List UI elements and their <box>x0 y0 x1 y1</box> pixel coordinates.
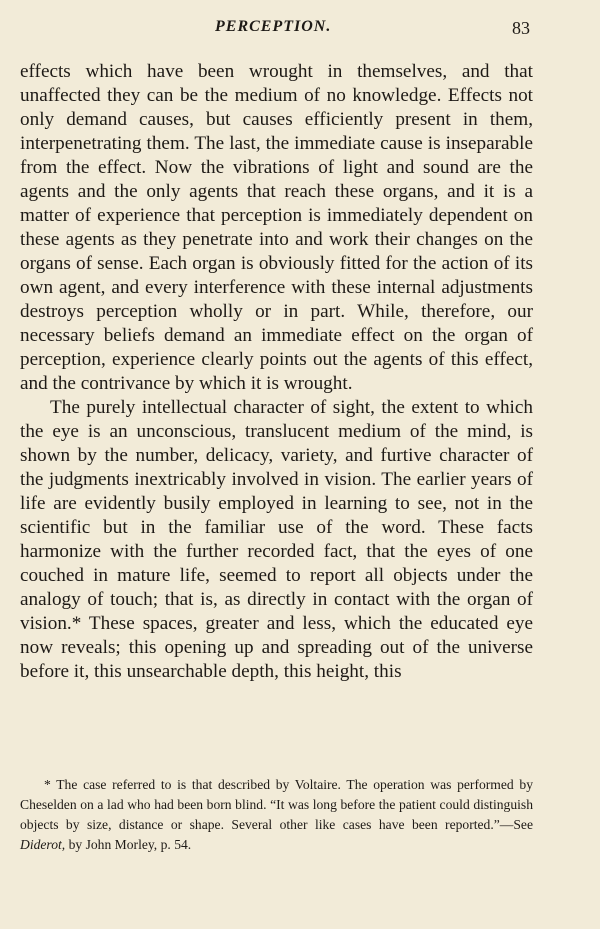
paragraph-continued: effects which have been wrought in themselves, and that unaffected they can be the medium of no knowledge. Effects not only demand causes, but causes efficiently present in them, interpenetrating them. The last, the immediate cause is inseparable from the effect. Now the vibrations of light and sound are the agents and the only agents that reach these organs, and it is a matter of experience that perception is immediately dependent on these agents as they penetrate into and work their changes on the organs of sense. Each organ is obviously fitted for the action of its own agent, and every interference with these internal adjustments destroys perception wholly or in part. While, therefore, our necessary beliefs demand an immediate effect on the organ of perception, experience clearly points out the agents of this effect, and the contrivance by which it is wrought. <box>20 61 533 394</box>
running-title: PERCEPTION. <box>215 18 332 35</box>
body-text <box>20 60 533 684</box>
paragraph-sight: The purely intellectual character of sight, the extent to which the eye is an unconscious, translucent medium of the mind, is shown by the number, delicacy, variety, and furtive character of the judgments inextricably involved in vision. The earlier years of life are evidently busily employed in learning to see, not in the scientific but in the familiar use of the word. These facts harmonize with the further recorded fact, that the eyes of one couched in mature life, seemed to report all objects under the analogy of touch; that is, as directly in contact with the organ of vision.* These spaces, greater and less, which the educated eye now reveals; this opening up and spreading out of the universe before it, this unsearchable depth, this height, this <box>20 397 533 682</box>
footnote-citation-rest: by John Morley, p. 54. <box>68 837 192 852</box>
footnote-citation-title: Diderot, <box>20 837 66 852</box>
footnote <box>20 775 533 855</box>
footnote-section <box>20 775 533 855</box>
footnote-text: * The case referred to is that described by Voltaire. The operation was performed by Cheselden on a lad who had been born blind. “It was long before the patient could distinguish objects by size, distance or shape. Several other like cases have been reported.”—See <box>20 777 533 832</box>
page-number: 83 <box>512 18 530 38</box>
running-head <box>0 18 600 42</box>
